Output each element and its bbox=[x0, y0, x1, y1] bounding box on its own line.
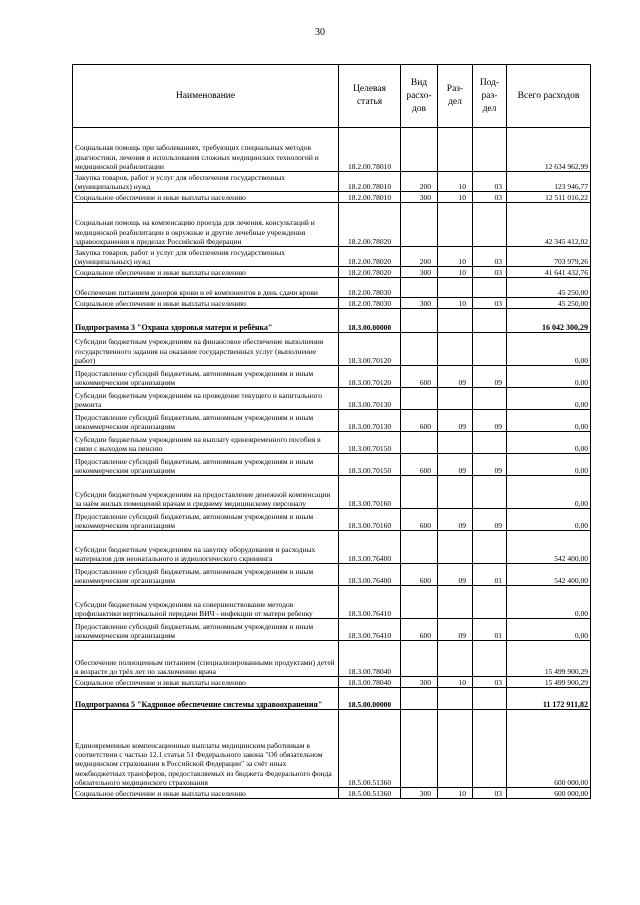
row-total: 0,00 bbox=[507, 333, 591, 366]
row-name: Социальное обеспечение и иные выплаты населению bbox=[73, 298, 339, 309]
row-name: Социальная помощь на компенсацию проезда для лечения, консультаций и медицинской реабилитации в окружные и другие лечебные учреждения здравоохранения в пределах Российской Федерации bbox=[73, 203, 339, 247]
row-total: 12 511 016,22 bbox=[507, 192, 591, 203]
row-total: 42 345 412,02 bbox=[507, 203, 591, 247]
row-target-article: 18.3.00.76410 bbox=[339, 586, 401, 619]
row-subsection bbox=[473, 688, 507, 710]
row-total: 542 400,00 bbox=[507, 531, 591, 564]
row-expense-kind bbox=[401, 278, 438, 298]
table-header-row bbox=[73, 65, 591, 128]
row-total: 16 042 300,29 bbox=[507, 309, 591, 333]
row-total: 41 641 432,76 bbox=[507, 267, 591, 278]
row-expense-kind bbox=[401, 531, 438, 564]
row-total: 0,00 bbox=[507, 454, 591, 476]
row-name: Субсидии бюджетным учреждениям на предоставление денежной компенсации за наём жилых помещений врачам и среднему медицинскому персоналу bbox=[73, 476, 339, 509]
row-section: 09 bbox=[438, 564, 473, 586]
row-target-article: 18.2.00.78020 bbox=[339, 203, 401, 247]
row-target-article: 18.3.00.70160 bbox=[339, 476, 401, 509]
table-row bbox=[73, 509, 591, 531]
row-target-article: 18.2.00.78020 bbox=[339, 267, 401, 278]
row-section: 09 bbox=[438, 454, 473, 476]
row-section bbox=[438, 710, 473, 788]
row-subsection: 03 bbox=[473, 677, 507, 688]
row-name: Подпрограмма 5 "Кадровое обеспечение системы здравоохранения" bbox=[73, 688, 339, 710]
row-target-article: 18.2.00.78030 bbox=[339, 278, 401, 298]
row-section: 10 bbox=[438, 788, 473, 799]
row-section bbox=[438, 476, 473, 509]
table-row bbox=[73, 677, 591, 688]
row-expense-kind: 600 bbox=[401, 619, 438, 641]
row-section: 09 bbox=[438, 410, 473, 432]
row-expense-kind bbox=[401, 309, 438, 333]
row-expense-kind: 600 bbox=[401, 509, 438, 531]
row-target-article: 18.3.00.70130 bbox=[339, 388, 401, 410]
page-number: 30 bbox=[315, 27, 325, 38]
row-expense-kind: 600 bbox=[401, 564, 438, 586]
table-row bbox=[73, 366, 591, 388]
row-subsection: 03 bbox=[473, 267, 507, 278]
row-section: 10 bbox=[438, 298, 473, 309]
row-total: 0,00 bbox=[507, 388, 591, 410]
row-section: 10 bbox=[438, 247, 473, 267]
row-subsection: 09 bbox=[473, 366, 507, 388]
row-section: 10 bbox=[438, 267, 473, 278]
row-section bbox=[438, 333, 473, 366]
row-expense-kind bbox=[401, 333, 438, 366]
table-row bbox=[73, 267, 591, 278]
row-subsection: 09 bbox=[473, 410, 507, 432]
row-subsection bbox=[473, 309, 507, 333]
table-row bbox=[73, 476, 591, 509]
row-name: Единовременные компенсационные выплаты медицинским работникам в соответствии с частью 12.1 статьи 51 Федерального закона "Об обязательном медицинском страховании в Российской Федерации" за счёт иных межбюджетных трансферов, предоставляемых из бюджета Федерального фонда обязательного медицинского страхования bbox=[73, 710, 339, 788]
row-section bbox=[438, 432, 473, 454]
row-name: Социальная помощь при заболеваниях, требующих специальных методов диагностики, лечения и использования сложных медицинских технологий и медицинской реабилитации bbox=[73, 128, 339, 172]
row-expense-kind: 600 bbox=[401, 366, 438, 388]
row-section: 09 bbox=[438, 366, 473, 388]
header-name: Наименование bbox=[73, 65, 339, 128]
row-name: Обеспечение полноценным питанием (специализированными продуктами) детей в возрасте до трёх лет по заключению врача bbox=[73, 641, 339, 677]
table-row bbox=[73, 710, 591, 788]
row-subsection: 03 bbox=[473, 788, 507, 799]
row-total: 0,00 bbox=[507, 586, 591, 619]
row-expense-kind bbox=[401, 710, 438, 788]
row-name: Предоставление субсидий бюджетным, автономным учреждениям и иным некоммерческим организациям bbox=[73, 509, 339, 531]
row-subsection: 03 bbox=[473, 192, 507, 203]
row-name: Субсидии бюджетным учреждениям на совершенствование методов профилактики вертикальной передачи ВИЧ - инфекции от матери ребенку bbox=[73, 586, 339, 619]
table-row bbox=[73, 641, 591, 677]
row-target-article: 18.3.00.76400 bbox=[339, 564, 401, 586]
row-total: 703 979,26 bbox=[507, 247, 591, 267]
table-row bbox=[73, 432, 591, 454]
row-name: Предоставление субсидий бюджетным, автономным учреждениям и иным некоммерческим организациям bbox=[73, 564, 339, 586]
table-row bbox=[73, 454, 591, 476]
row-target-article: 18.3.00.70160 bbox=[339, 509, 401, 531]
table-row bbox=[73, 619, 591, 641]
row-expense-kind: 300 bbox=[401, 677, 438, 688]
row-expense-kind bbox=[401, 476, 438, 509]
row-target-article: 18.5.00.00000 bbox=[339, 688, 401, 710]
table-row bbox=[73, 788, 591, 799]
row-target-article: 18.2.00.78030 bbox=[339, 298, 401, 309]
row-subsection: 01 bbox=[473, 619, 507, 641]
row-expense-kind bbox=[401, 203, 438, 247]
header-subsection: Под-раз-дел bbox=[473, 65, 507, 128]
row-expense-kind bbox=[401, 128, 438, 172]
row-expense-kind: 300 bbox=[401, 192, 438, 203]
table-row bbox=[73, 128, 591, 172]
row-subsection bbox=[473, 476, 507, 509]
row-target-article: 18.3.00.78040 bbox=[339, 677, 401, 688]
row-name: Подпрограмма 3 "Охрана здоровья матери и ребёнка" bbox=[73, 309, 339, 333]
row-total: 123 946,77 bbox=[507, 172, 591, 192]
row-total: 11 172 911,82 bbox=[507, 688, 591, 710]
row-subsection bbox=[473, 432, 507, 454]
row-subsection bbox=[473, 333, 507, 366]
subprogram-row bbox=[73, 688, 591, 710]
row-name: Предоставление субсидий бюджетным, автономным учреждениям и иным некоммерческим организациям bbox=[73, 366, 339, 388]
row-total: 45 250,00 bbox=[507, 278, 591, 298]
row-name: Предоставление субсидий бюджетным, автономным учреждениям и иным некоммерческим организациям bbox=[73, 619, 339, 641]
row-subsection: 03 bbox=[473, 298, 507, 309]
row-name: Предоставление субсидий бюджетным, автономным учреждениям и иным некоммерческим организациям bbox=[73, 454, 339, 476]
table-row bbox=[73, 298, 591, 309]
row-total: 0,00 bbox=[507, 366, 591, 388]
table-row bbox=[73, 192, 591, 203]
row-total: 12 634 962,99 bbox=[507, 128, 591, 172]
row-subsection bbox=[473, 531, 507, 564]
row-target-article: 18.2.00.78010 bbox=[339, 128, 401, 172]
row-subsection: 03 bbox=[473, 172, 507, 192]
row-name: Социальное обеспечение и иные выплаты населению bbox=[73, 677, 339, 688]
table-row bbox=[73, 203, 591, 247]
row-expense-kind bbox=[401, 432, 438, 454]
row-total: 0,00 bbox=[507, 509, 591, 531]
row-subsection: 03 bbox=[473, 247, 507, 267]
row-section bbox=[438, 688, 473, 710]
row-target-article: 18.5.00.51360 bbox=[339, 710, 401, 788]
row-expense-kind: 300 bbox=[401, 267, 438, 278]
header-section: Раз-дел bbox=[438, 65, 473, 128]
row-expense-kind bbox=[401, 641, 438, 677]
table-row bbox=[73, 410, 591, 432]
table-row bbox=[73, 172, 591, 192]
row-subsection bbox=[473, 128, 507, 172]
row-section: 09 bbox=[438, 509, 473, 531]
row-expense-kind: 600 bbox=[401, 454, 438, 476]
table-row bbox=[73, 564, 591, 586]
row-name: Социальное обеспечение и иные выплаты населению bbox=[73, 192, 339, 203]
row-section bbox=[438, 586, 473, 619]
row-target-article: 18.2.00.78010 bbox=[339, 192, 401, 203]
row-target-article: 18.3.00.70150 bbox=[339, 454, 401, 476]
row-expense-kind: 200 bbox=[401, 247, 438, 267]
row-section bbox=[438, 388, 473, 410]
row-section: 10 bbox=[438, 172, 473, 192]
row-expense-kind: 200 bbox=[401, 172, 438, 192]
row-name: Субсидии бюджетным учреждениям на проведение текущего и капитального ремонта bbox=[73, 388, 339, 410]
row-section: 10 bbox=[438, 677, 473, 688]
table-row bbox=[73, 388, 591, 410]
table-body bbox=[73, 128, 591, 799]
table-row bbox=[73, 531, 591, 564]
row-target-article: 18.3.00.70150 bbox=[339, 432, 401, 454]
row-target-article: 18.3.00.76410 bbox=[339, 619, 401, 641]
row-subsection bbox=[473, 641, 507, 677]
row-subsection bbox=[473, 388, 507, 410]
row-total: 45 250,00 bbox=[507, 298, 591, 309]
row-name: Субсидии бюджетным учреждениям на финансовое обеспечение выполнения государственного задания на оказание государственных услуг (выполнение работ) bbox=[73, 333, 339, 366]
row-section bbox=[438, 641, 473, 677]
row-total: 15 499 900,29 bbox=[507, 641, 591, 677]
row-total: 600 000,00 bbox=[507, 788, 591, 799]
row-total: 0,00 bbox=[507, 619, 591, 641]
row-subsection: 09 bbox=[473, 454, 507, 476]
row-name: Обеспечение питанием доноров крови и её компонентов в день сдачи крови bbox=[73, 278, 339, 298]
row-target-article: 18.3.00.70120 bbox=[339, 333, 401, 366]
header-total-expenses: Всего расходов bbox=[507, 65, 591, 128]
row-expense-kind: 300 bbox=[401, 298, 438, 309]
row-section bbox=[438, 128, 473, 172]
row-expense-kind bbox=[401, 586, 438, 619]
row-expense-kind: 300 bbox=[401, 788, 438, 799]
row-section: 09 bbox=[438, 619, 473, 641]
row-name: Социальное обеспечение и иные выплаты населению bbox=[73, 788, 339, 799]
header-target-article: Целевая статья bbox=[339, 65, 401, 128]
row-subsection bbox=[473, 203, 507, 247]
row-subsection: 09 bbox=[473, 509, 507, 531]
subprogram-row bbox=[73, 309, 591, 333]
row-section bbox=[438, 203, 473, 247]
row-target-article: 18.2.00.78010 bbox=[339, 172, 401, 192]
row-section bbox=[438, 309, 473, 333]
row-total: 542 400,00 bbox=[507, 564, 591, 586]
row-target-article: 18.3.00.70120 bbox=[339, 366, 401, 388]
row-name: Предоставление субсидий бюджетным, автономным учреждениям и иным некоммерческим организациям bbox=[73, 410, 339, 432]
row-expense-kind: 600 bbox=[401, 410, 438, 432]
header-expense-kind: Вид расхо-дов bbox=[401, 65, 438, 128]
row-target-article: 18.3.00.76400 bbox=[339, 531, 401, 564]
row-subsection bbox=[473, 710, 507, 788]
table-row bbox=[73, 247, 591, 267]
budget-table bbox=[72, 64, 591, 799]
table-row bbox=[73, 586, 591, 619]
row-name: Субсидии бюджетным учреждениям на выплату единовременного пособия в связи с выходом на пенсию bbox=[73, 432, 339, 454]
row-name: Закупка товаров, работ и услуг для обеспечения государственных (муниципальных) нужд bbox=[73, 247, 339, 267]
table-row bbox=[73, 278, 591, 298]
row-expense-kind bbox=[401, 688, 438, 710]
row-total: 600 000,00 bbox=[507, 710, 591, 788]
row-section bbox=[438, 531, 473, 564]
row-subsection bbox=[473, 278, 507, 298]
row-subsection: 01 bbox=[473, 564, 507, 586]
row-name: Закупка товаров, работ и услуг для обеспечения государственных (муниципальных) нужд bbox=[73, 172, 339, 192]
row-expense-kind bbox=[401, 388, 438, 410]
row-target-article: 18.3.00.78040 bbox=[339, 641, 401, 677]
row-total: 15 499 900,29 bbox=[507, 677, 591, 688]
row-name: Субсидии бюджетным учреждениям на закупку оборудования и расходных материалов для неонатального и аудиологического скрининга bbox=[73, 531, 339, 564]
table-row bbox=[73, 333, 591, 366]
row-name: Социальное обеспечение и иные выплаты населению bbox=[73, 267, 339, 278]
row-total: 0,00 bbox=[507, 410, 591, 432]
row-total: 0,00 bbox=[507, 476, 591, 509]
row-target-article: 18.5.00.51360 bbox=[339, 788, 401, 799]
row-target-article: 18.3.00.70130 bbox=[339, 410, 401, 432]
row-section bbox=[438, 278, 473, 298]
row-target-article: 18.2.00.78020 bbox=[339, 247, 401, 267]
row-section: 10 bbox=[438, 192, 473, 203]
row-subsection bbox=[473, 586, 507, 619]
row-total: 0,00 bbox=[507, 432, 591, 454]
row-target-article: 18.3.00.00000 bbox=[339, 309, 401, 333]
